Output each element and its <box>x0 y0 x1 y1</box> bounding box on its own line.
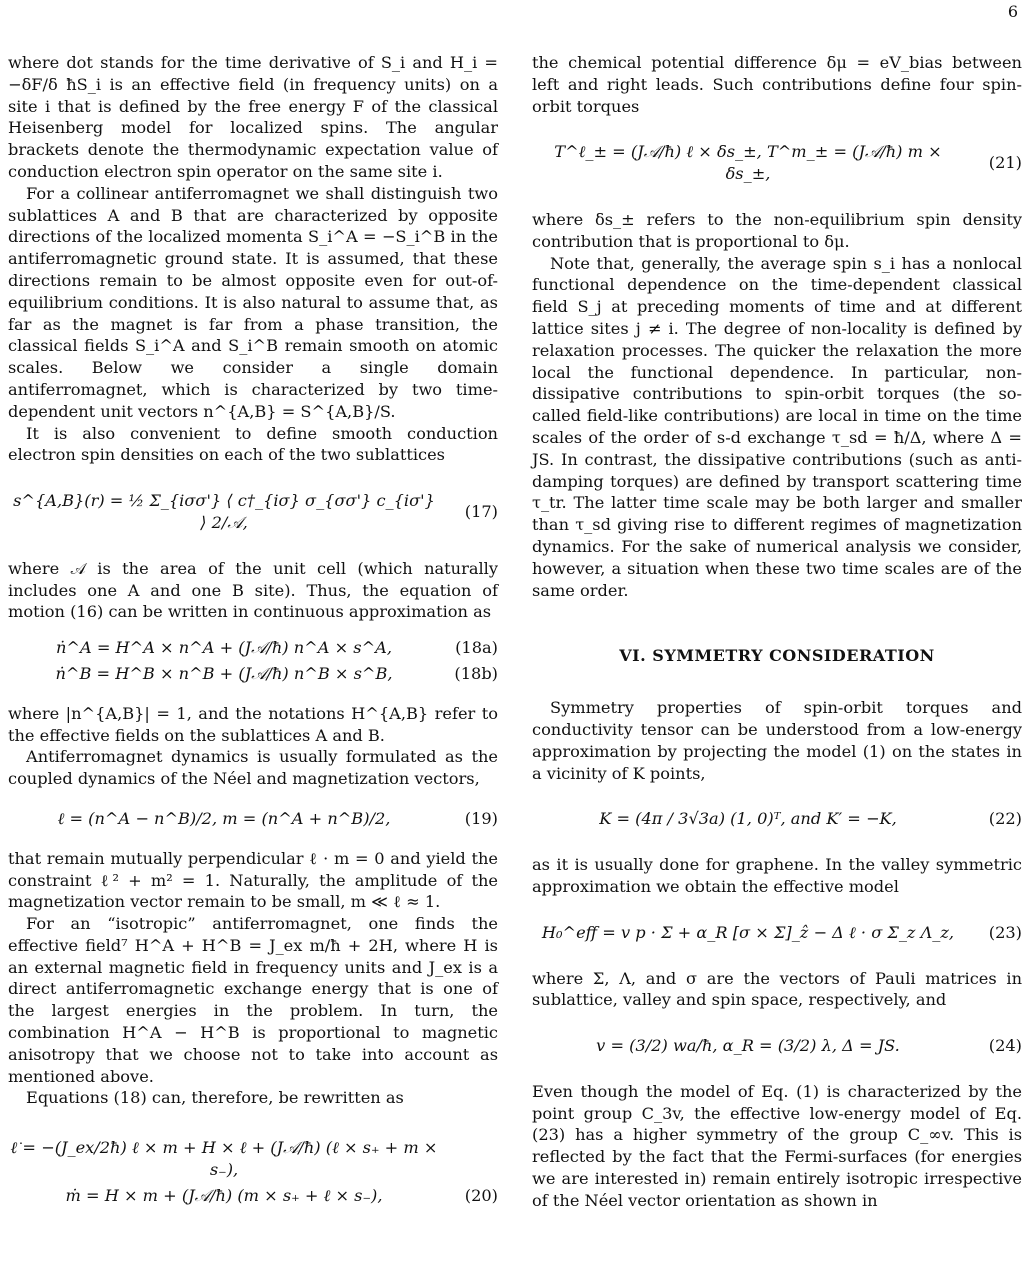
equation-body: ṅ^B = H^B × n^B + (J𝒜/ħ) n^B × s^B, <box>55 663 393 683</box>
equation-body: ṁ = H × m + (J𝒜/ħ) (m × s₊ + ℓ × s₋), <box>65 1185 383 1205</box>
equation-18a <box>8 637 498 659</box>
paragraph: where dot stands for the time derivative of S_i and H_i = −δF/δ ħS_i is an effective field (in frequency units) on a site i that is defined by the free energy F of the classical Heisenberg model for localized spins. The angular brackets denote the thermodynamic expectation value of conduction electron spin operator on the same site i. <box>8 53 498 181</box>
equation-number: (18b) <box>454 663 498 683</box>
equation-number: (18a) <box>455 638 498 658</box>
equation-19 <box>8 808 498 830</box>
equation-body: K = (4π / 3√3a) (1, 0)ᵀ, and K′ = −K, <box>599 809 897 829</box>
equation-number: (20) <box>464 1185 498 1205</box>
equation-number: (22) <box>988 809 1022 829</box>
page-number: 6 <box>1007 2 1018 21</box>
paragraph: It is also convenient to define smooth conduction electron spin densities on each of the two sublattices <box>8 423 498 465</box>
equation-22 <box>532 808 1022 830</box>
equation-number: (19) <box>464 808 498 828</box>
equation-20b <box>8 1185 498 1207</box>
right-column <box>532 52 1022 1212</box>
paragraph: Even though the model of Eq. (1) is characterized by the point group C_3v, the effective low-energy model of Eq. (23) has a higher symmetry of the group C_∞v. This is reflected by the fact that the Fermi-surfaces (for energies we are interested in) remain entirely isotropic irrespective of the Néel vector orientation as shown in <box>532 1081 1022 1210</box>
paragraph: that remain mutually perpendicular ℓ · m = 0 and yield the constraint ℓ² + m² = 1. Naturally, the amplitude of the magnetization vector remain to be small, m ≪ ℓ ≈ 1. <box>8 848 498 912</box>
equation-body: v = (3/2) wa/ħ, α_R = (3/2) λ, Δ = JS. <box>596 1036 900 1056</box>
paragraph: the chemical potential difference δμ = eV_bias between left and right leads. Such contributions define four spin-orbit torques <box>532 53 1022 116</box>
equation-body: ℓ̇ = −(J_ex/2ħ) ℓ × m + H × ℓ + (J𝒜/ħ) (ℓ × s₊ + m × s₋), <box>10 1138 438 1180</box>
section-title: VI. SYMMETRY CONSIDERATION <box>619 646 935 666</box>
equation-body: T^ℓ_± = (J𝒜/ħ) ℓ × δs_±, T^m_± = (J𝒜/ħ) m × δs_±, <box>554 142 942 184</box>
equation-number: (21) <box>988 153 1022 173</box>
equation-24 <box>532 1035 1022 1057</box>
paragraph: For an “isotropic” antiferromagnet, one finds the effective field⁷ H^A + H^B = J_ex m/ħ + 2H, where H is an external magnetic field in frequency units and J_ex is a direct antiferromagnetic exchange energy that is one of the largest energies in the problem. In turn, the combination H^A − H^B is proportional to magnetic anisotropy that we choose not to take into account as mentioned above. <box>8 914 498 1086</box>
equation-number: (24) <box>988 1036 1022 1056</box>
equation-20a <box>8 1137 498 1181</box>
paragraph: Symmetry properties of spin-orbit torques and conductivity tensor can be understood from a low-energy approximation by projecting the model (1) on the states in a vicinity of K points, <box>532 698 1022 783</box>
equation-18b <box>8 663 498 685</box>
equation-body: s^{A,B}(r) = ½ Σ_{iσσ'} ⟨ c†_{iσ} σ_{σσ'} c_{iσ'} ⟩ 2/𝒜, <box>13 491 435 532</box>
paragraph: where Σ, Λ, and σ are the vectors of Pauli matrices in sublattice, valley and spin space, respectively, and <box>532 968 1022 1010</box>
paragraph: where |n^{A,B}| = 1, and the notations H^{A,B} refer to the effective fields on the sublattices A and B. <box>8 703 498 745</box>
equation-body: ℓ = (n^A − n^B)/2, m = (n^A + n^B)/2, <box>57 808 391 828</box>
equation-body: H₀^eff = v p · Σ + α_R [σ × Σ]_ẑ − Δ ℓ · σ Σ_z Λ_z, <box>541 922 955 942</box>
equation-group-18 <box>8 637 498 685</box>
equation-21 <box>532 141 1022 185</box>
equation-number: (23) <box>988 922 1022 942</box>
equation-number: (17) <box>464 502 498 522</box>
paragraph: Antiferromagnet dynamics is usually formulated as the coupled dynamics of the Néel and magnetization vectors, <box>8 747 498 789</box>
equation-23 <box>532 922 1022 944</box>
equation-17 <box>8 490 498 534</box>
paragraph: where δs_± refers to the non-equilibrium spin density contribution that is proportional to δμ. <box>532 209 1022 251</box>
paragraph: where 𝒜 is the area of the unit cell (which naturally includes one A and one B site). Thus, the equation of motion (16) can be written in continuous approximation as <box>8 558 498 622</box>
paragraph: Equations (18) can, therefore, be rewritten as <box>26 1088 404 1108</box>
left-column <box>8 52 498 1225</box>
paragraph: as it is usually done for graphene. In the valley symmetric approximation we obtain the effective model <box>532 855 1022 896</box>
equation-body: ṅ^A = H^A × n^A + (J𝒜/ħ) n^A × s^A, <box>56 638 392 658</box>
paragraph: Note that, generally, the average spin s_i has a nonlocal functional dependence on the time-dependent classical field S_j at preceding moments of time and at different lattice sites j ≠ i. The degree of non-locality is defined by relaxation processes. The quicker the relaxation the more local the functional dependence. In particular, non-dissipative contributions to spin-orbit torques (the so-called field-like contributions) are local in time on the time scales of the order of s-d exchange τ_sd = ħ/Δ, where Δ = JS. In contrast, the dissipative contributions (such as anti-damping torques) are defined by transport scattering time τ_tr. The latter time scale may be both larger and smaller than τ_sd giving rise to different regimes of magnetization dynamics. For the sake of numerical analysis we consider, however, a situation when these two time scales are of the same order. <box>532 253 1022 600</box>
paragraph: For a collinear antiferromagnet we shall distinguish two sublattices A and B that are characterized by opposite directions of the localized momenta S_i^A = −S_i^B in the antiferromagnetic ground state. It is assumed, that these directions remain to be almost opposite even for out-of-equilibrium conditions. It is also natural to assume that, as far as the magnet is far from a phase transition, the classical fields S_i^A and S_i^B remain smooth on atomic scales. Below we consider a single domain antiferromagnet, which is characterized by two time-dependent unit vectors n^{A,B} = S^{A,B}/S. <box>8 183 498 421</box>
equation-group-20 <box>8 1137 498 1206</box>
